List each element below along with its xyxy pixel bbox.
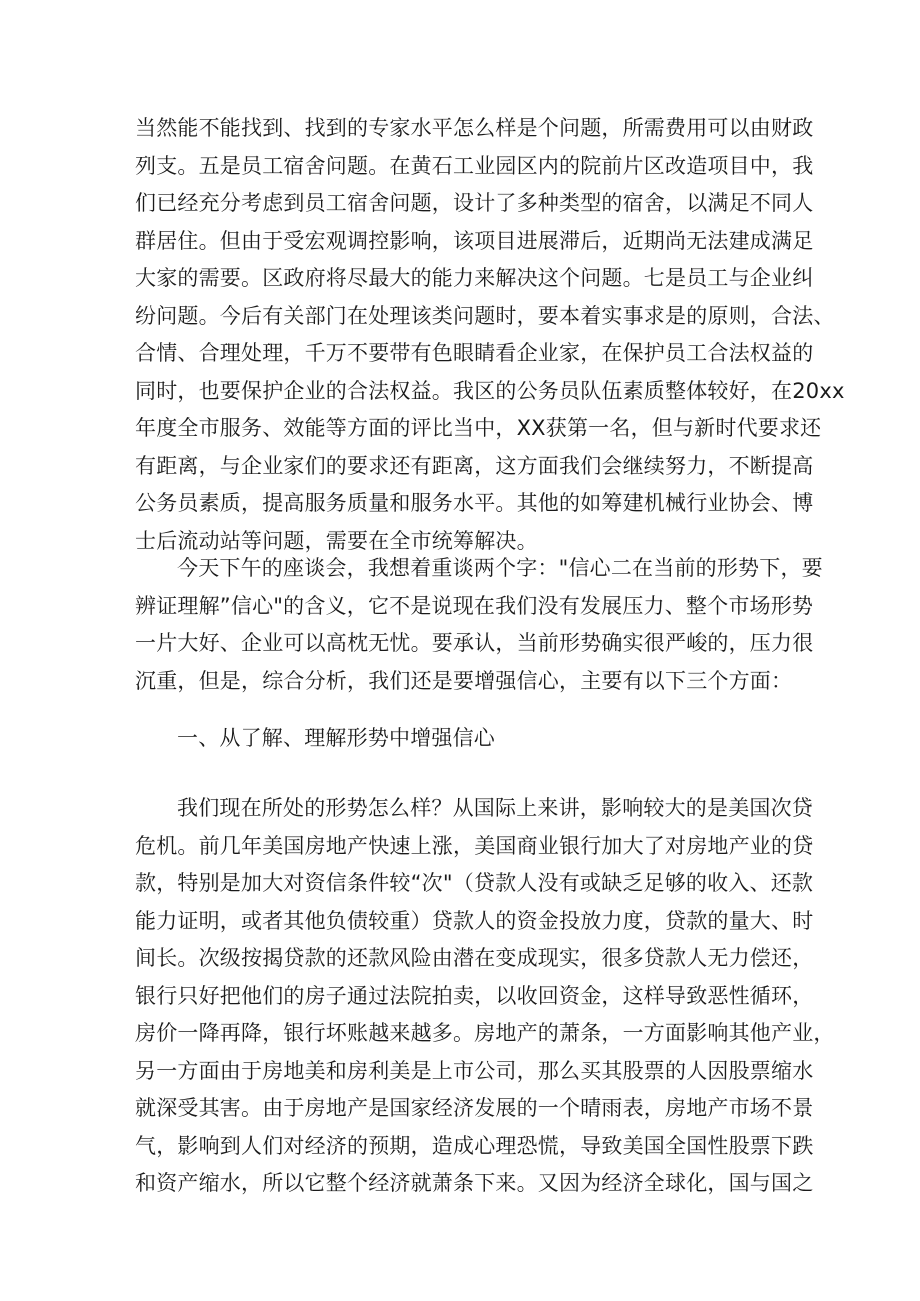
paragraph-confidence-intro — [135, 550, 823, 700]
text-line: 气，影响到人们对经济的预期，造成心理恐慌，导致美国全国性股票下跌 — [135, 1133, 814, 1158]
text-line: 能力证明，或者其他负债较重）贷款人的资金投放力度，贷款的量大、时 — [135, 908, 814, 933]
paragraph-subprime-crisis — [135, 790, 835, 1203]
text-line: 士后流动站等问题，需要在全市统筹解决。 — [135, 528, 538, 553]
text-line: 款，特别是加大对资信条件较“次"（贷款人没有或缺乏足够的收入、还款 — [135, 871, 814, 895]
text-line: 同时，也要保护企业的合法权益。我区的公务员队伍素质整体较好，在20xx — [135, 378, 845, 403]
text-line: 我们现在所处的形势怎么样？从国际上来讲，影响较大的是美国次贷 — [177, 796, 813, 820]
text-line: 合情、合理处理，千万不要带有色眼睛看企业家，在保护员工合法权益的 — [135, 341, 814, 365]
text-line: 们已经充分考虑到员工宿舍问题，设计了多种类型的宿舍，以满足不同人 — [135, 191, 814, 215]
text-line: 列支。五是员工宿舍问题。在黄石工业园区内的院前片区改造项目中，我 — [135, 153, 814, 178]
text-line: 间长。次级按揭贷款的还款风险由潜在变成现实，很多贷款人无力偿还， — [135, 946, 814, 970]
text-line: 就深受其害。由于房地产是国家经济发展的一个晴雨表，房地产市场不景 — [135, 1096, 814, 1120]
text-line: 银行只好把他们的房子通过法院拍卖，以收回资金，这样导致恶性循环， — [135, 983, 814, 1008]
text-line: 危机。前几年美国房地产快速上涨，美国商业银行加大了对房地产业的贷 — [135, 833, 814, 858]
text-line: 房价一降再降，银行坏账越来越多。房地产的萧条，一方面影响其他产业， — [135, 1021, 835, 1045]
text-line: 群居住。但由于受宏观调控影响，该项目进展滞后，近期尚无法建成满足 — [135, 228, 814, 253]
text-line: 另一方面由于房地美和房利美是上市公司，那么买其股票的人因股票缩水 — [135, 1058, 814, 1083]
text-line: 今天下午的座谈会，我想着重谈两个字："信心二在当前的形势下，要 — [177, 556, 823, 580]
text-line: 一片大好、企业可以高枕无忧。要承认，当前形势确实很严峻的，压力很 — [135, 631, 814, 655]
text-line: 有距离，与企业家们的要求还有距离，这方面我们会继续努力，不断提高 — [135, 453, 814, 478]
section-heading-text: 一、从了解、理解形势中增强信心 — [177, 726, 495, 750]
text-line: 沉重，但是，综合分析，我们还是要增强信心，主要有以下三个方面： — [135, 668, 793, 693]
text-line: 和资产缩水，所以它整个经济就萧条下来。又因为经济全球化，国与国之 — [135, 1171, 814, 1195]
text-line: 公务员素质，提高服务质量和服务水平。其他的如筹建机械行业协会、博 — [135, 491, 814, 515]
section-heading — [135, 720, 815, 758]
paragraph-employee-issues — [135, 110, 845, 560]
text-line: 辨证理解”信心"的含义，它不是说现在我们没有发展压力、整个市场形势 — [135, 593, 814, 618]
text-line: 大家的需要。区政府将尽最大的能力来解决这个问题。七是员工与企业纠 — [135, 266, 814, 290]
text-line: 年度全市服务、效能等方面的评比当中，XX获第一名，但与新时代要求还 — [135, 416, 822, 440]
text-line: 纷问题。今后有关部门在处理该类问题时，要本着实事求是的原则，合法、 — [135, 303, 835, 328]
text-line: 当然能不能找到、找到的专家水平怎么样是个问题，所需费用可以由财政 — [135, 116, 814, 140]
